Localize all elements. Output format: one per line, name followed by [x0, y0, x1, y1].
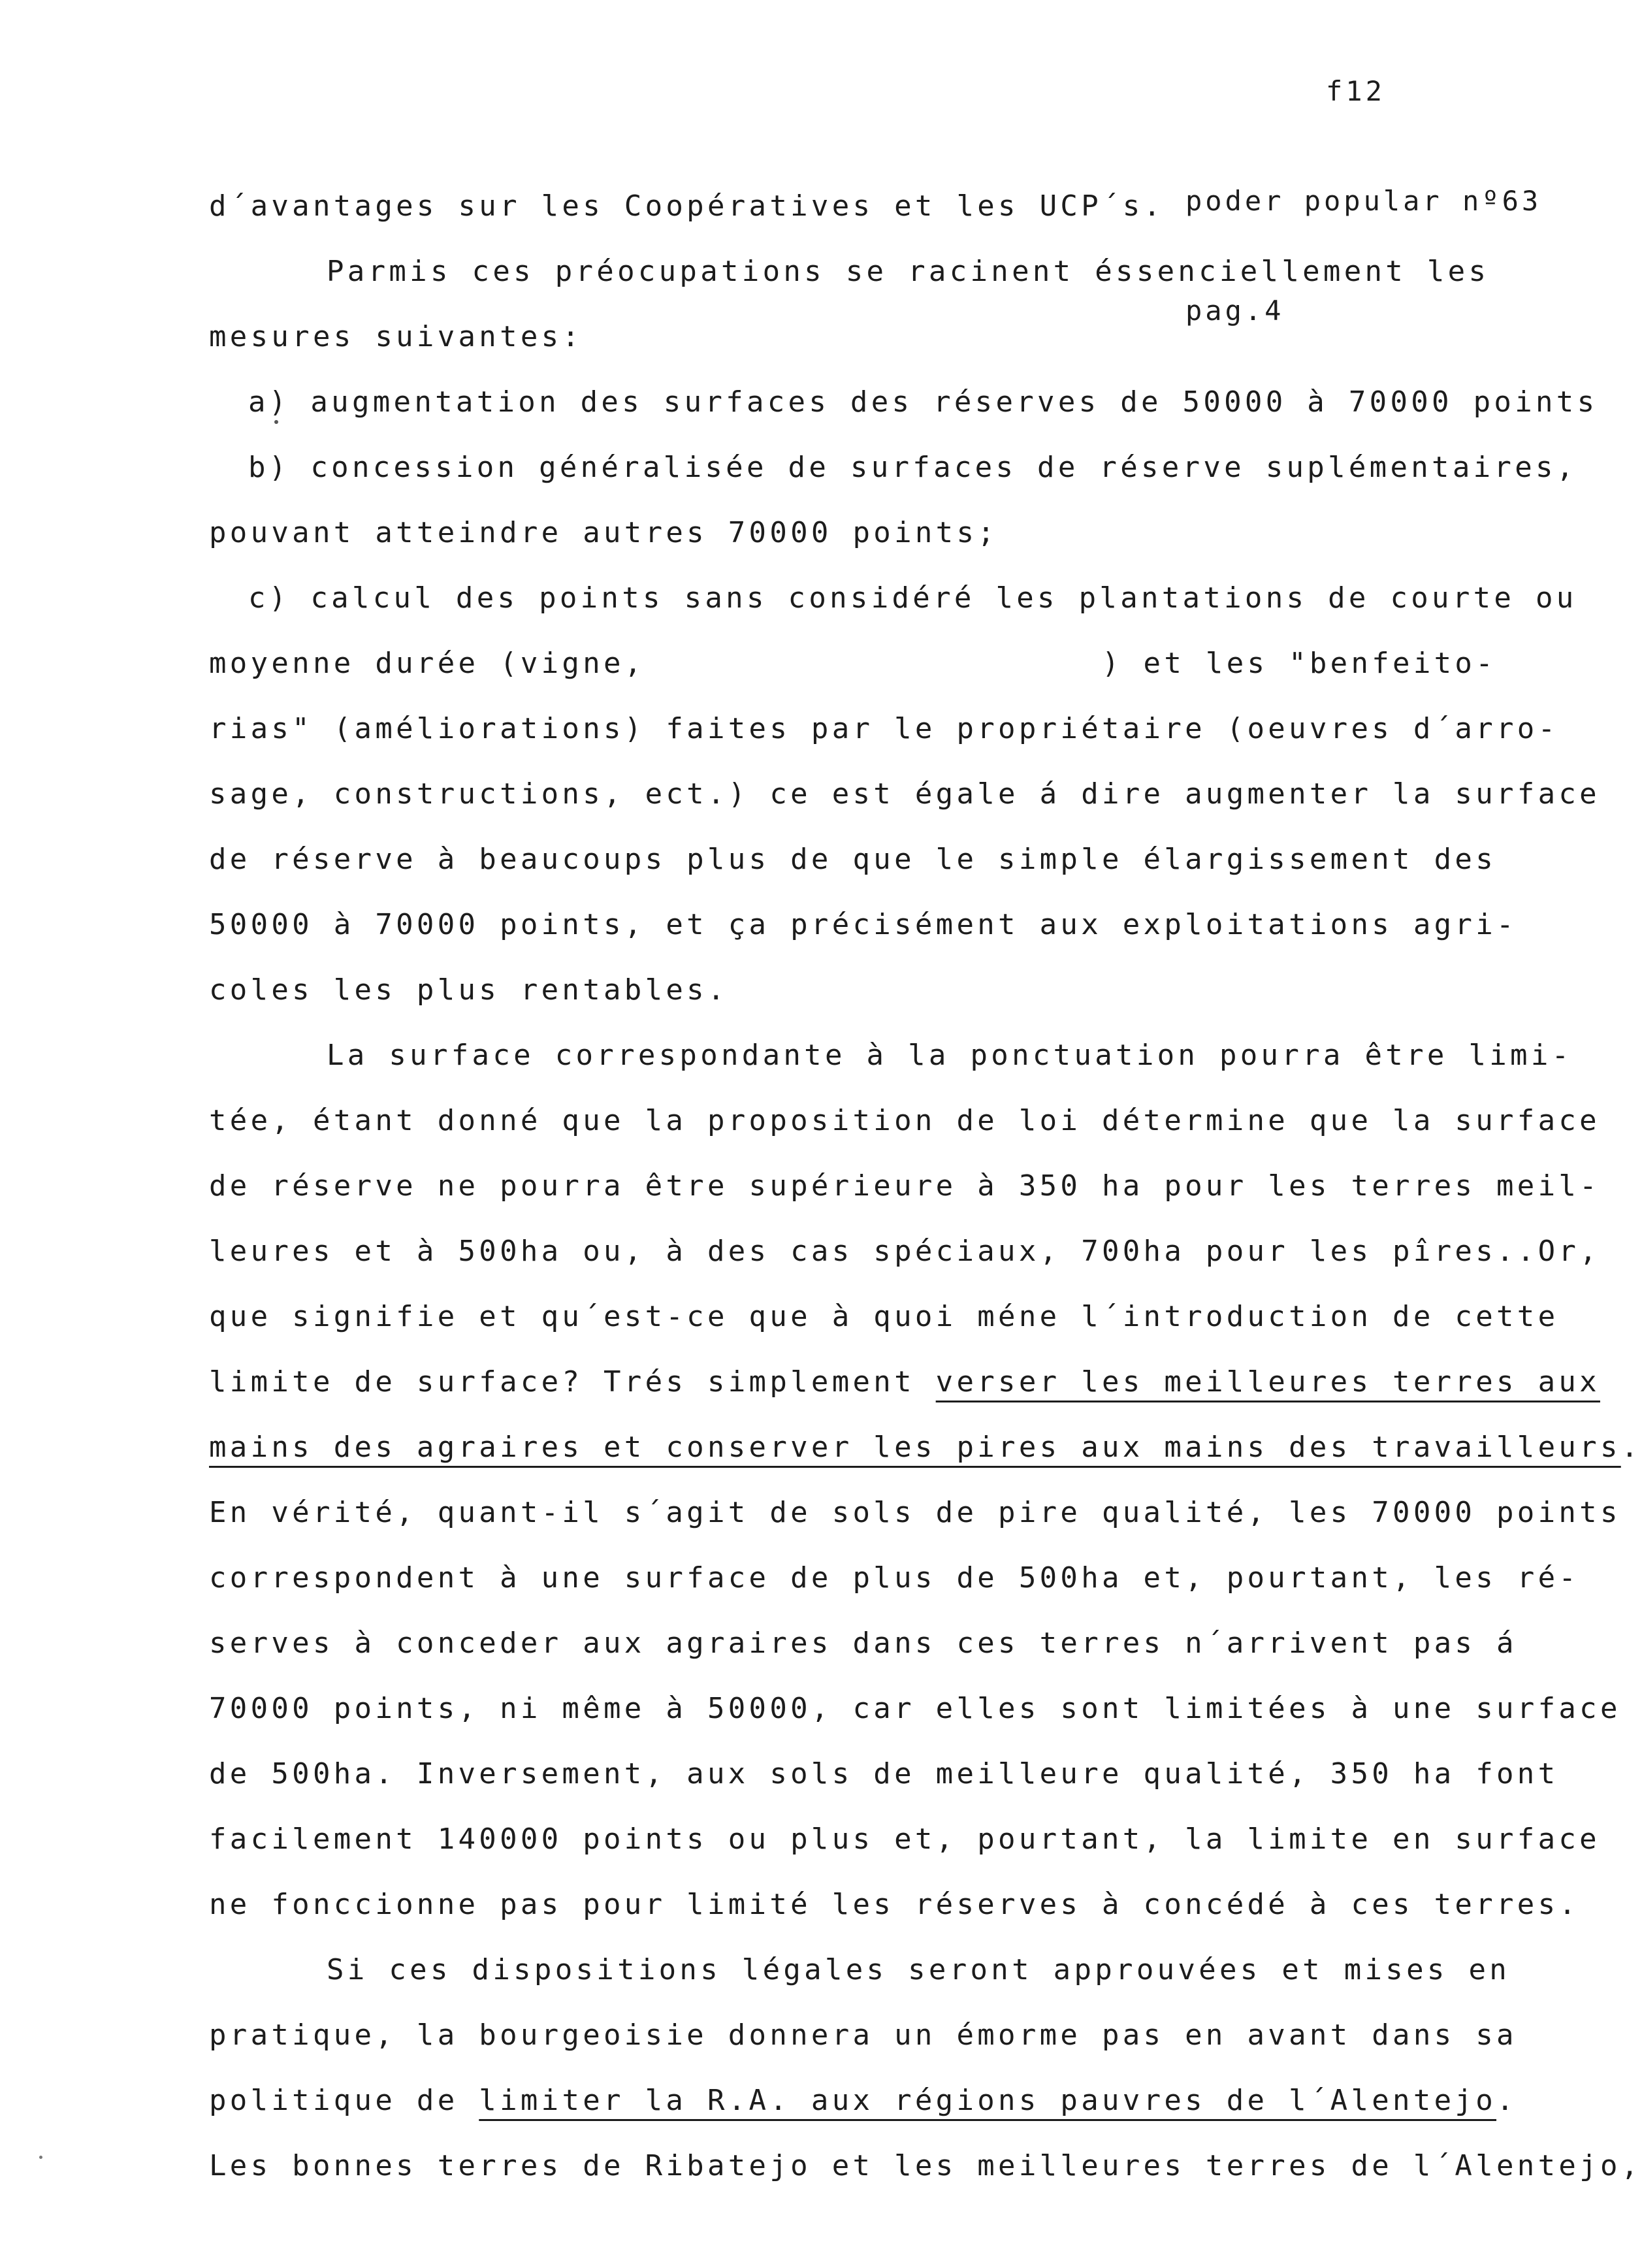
page-number: pag.4 [1185, 295, 1285, 327]
margin-speck [39, 2156, 42, 2159]
paragraph-start-line: Si ces dispositions légales seront approuvées et mises en [327, 1953, 1511, 1986]
text-line: En vérité, quant-il s´agit de sols de pire qualité, les 70000 points [209, 1496, 1621, 1529]
line-text: . [1496, 2084, 1517, 2117]
text-line: de 500ha. Inversement, aux sols de meilleure qualité, 350 ha font [209, 1757, 1559, 1790]
text-line: rias" (améliorations) faites par le propriétaire (oeuvres d´arro- [209, 712, 1559, 745]
publication-reference: poder popular nº63 [1185, 185, 1542, 217]
line-text: . [1620, 1431, 1642, 1464]
line-text: politique de [209, 2084, 479, 2117]
text-line: 70000 points, ni même à 50000, car elles sont limitées à une surface [209, 1692, 1621, 1725]
list-item-c: c) calcul des points sans considéré les plantations de courte ou [248, 581, 1577, 615]
ink-speck [274, 420, 278, 424]
text-line [209, 1415, 1642, 1480]
text-line: de réserve ne pourra être supérieure à 350 ha pour les terres meil- [209, 1169, 1600, 1203]
text-line: Les bonnes terres de Ribatejo et les meilleures terres de l´Alentejo, [209, 2149, 1642, 2182]
text-line: moyenne durée (vigne, ) et les "benfeito- [209, 647, 1496, 680]
text-line: que signifie et qu´est-ce que à quoi méne l´introduction de cette [209, 1300, 1559, 1333]
text-line: ne fonccionne pas pour limité les réserves à concédé à ces terres. [209, 1888, 1580, 1921]
paragraph-start-line: La surface correspondante à la ponctuation pourra être limi- [327, 1039, 1573, 1072]
text-line: 50000 à 70000 points, et ça précisément aux exploitations agri- [209, 908, 1517, 941]
text-line: serves à conceder aux agraires dans ces terres n´arrivent pas á [209, 1627, 1517, 1660]
text-line: mesures suivantes: [209, 320, 583, 353]
text-line [209, 2068, 1517, 2133]
document-code: f12 [1326, 75, 1385, 107]
list-item-b: b) concession généralisée de surfaces de réserve suplémentaires, [248, 451, 1577, 484]
text-line: correspondent à une surface de plus de 500ha et, pourtant, les ré- [209, 1561, 1580, 1595]
page-header [1185, 0, 1541, 402]
underlined-phrase: verser les meilleures terres aux [935, 1365, 1600, 1399]
text-line [209, 1350, 1600, 1415]
underlined-phrase: limiter la R.A. aux régions pauvres de l´Alentejo [479, 2084, 1497, 2117]
text-line: facilement 140000 points ou plus et, pourtant, la limite en surface [209, 1822, 1600, 1856]
list-item-a: a) augmentation des surfaces des réserves de 50000 à 70000 points [248, 385, 1598, 419]
text-line: de réserve à beaucoups plus de que le simple élargissement des [209, 843, 1496, 876]
text-line: tée, étant donné que la proposition de loi détermine que la surface [209, 1104, 1600, 1137]
text-line: pouvant atteindre autres 70000 points; [209, 516, 999, 549]
text-line: pratique, la bourgeoisie donnera un émorme pas en avant dans sa [209, 2018, 1517, 2052]
underlined-phrase: mains des agraires et conserver les pires aux mains des travailleurs [209, 1431, 1621, 1464]
line-text: limite de surface? Trés simplement [209, 1365, 936, 1399]
text-line: sage, constructions, ect.) ce est égale á dire augmenter la surface [209, 777, 1600, 811]
paragraph-start-line: Parmis ces préocupations se racinent éssenciellement les [327, 255, 1490, 288]
text-line: leures et à 500ha ou, à des cas spéciaux, 700ha pour les pîres..Or, [209, 1235, 1600, 1268]
text-line: d´avantages sur les Coopératives et les UCP´s. [209, 189, 1165, 223]
text-line: coles les plus rentables. [209, 973, 728, 1007]
